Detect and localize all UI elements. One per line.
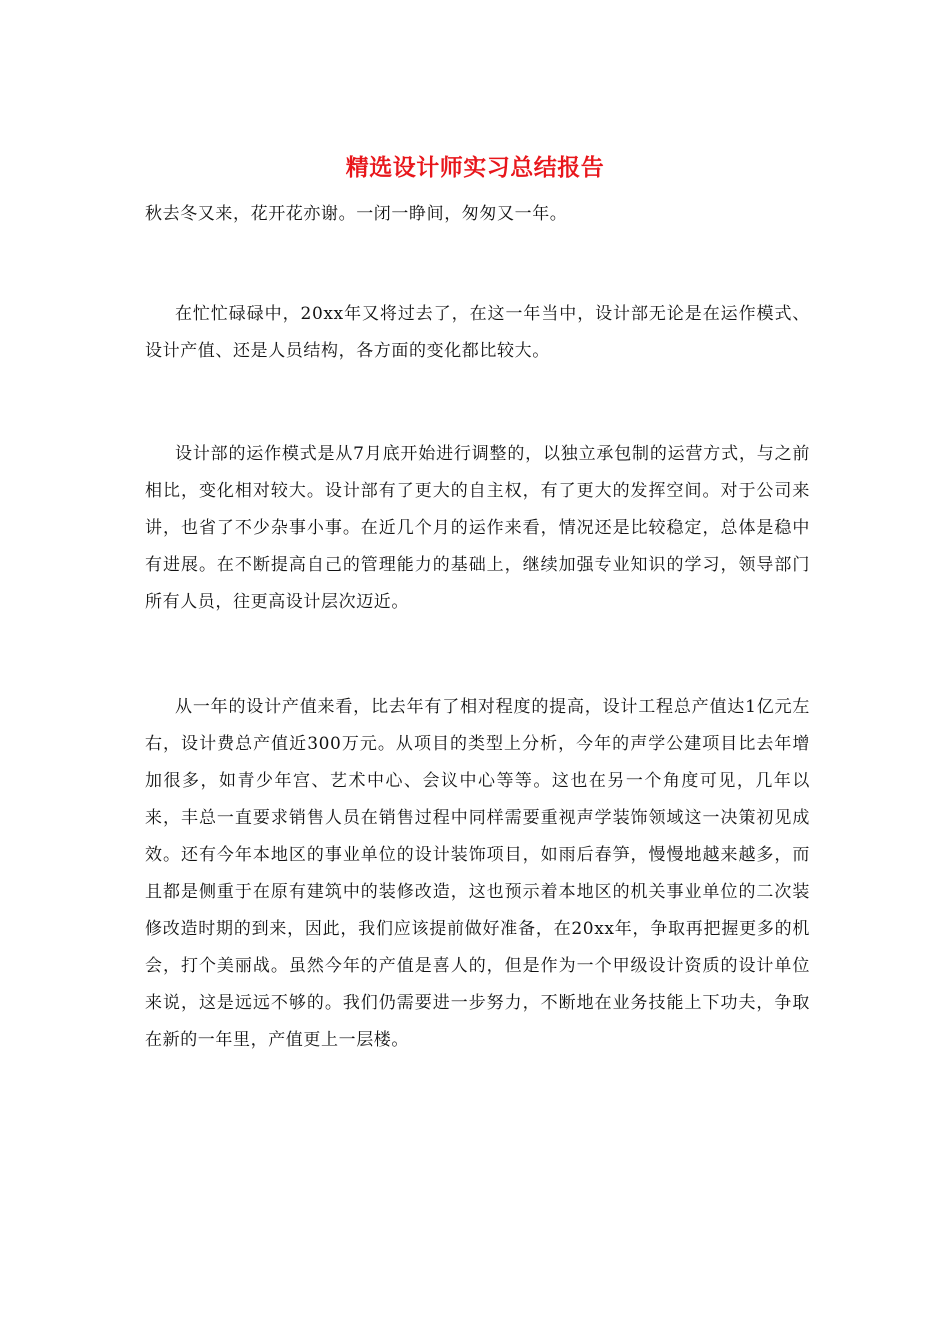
paragraph-2: 设计部的运作模式是从7月底开始进行调整的，以独立承包制的运营方式，与之前相比，变化相对较大。设计部有了更大的自主权，有了更大的发挥空间。对于公司来讲，也省了不少杂事小事。在近几个月的运作来看，情况还是比较稳定，总体是稳中有进展。在不断提高自己的管理能力的基础上，继续加强专业知识的学习，领导部门所有人员，往更高设计层次迈近。 — [145, 444, 810, 612]
paragraph-3: 从一年的设计产值来看，比去年有了相对程度的提高，设计工程总产值达1亿元左右，设计费总产值近300万元。从项目的类型上分析，今年的声学公建项目比去年增加很多，如青少年宫、艺术中心、会议中心等等。这也在另一个角度可见，几年以来，丰总一直要求销售人员在销售过程中同样需要重视声学装饰领域这一决策初见成效。还有今年本地区的事业单位的设计装饰项目，如雨后春笋，慢慢地越来越多，而且都是侧重于在原有建筑中的装修改造，这也预示着本地区的机关事业单位的二次装修改造时期的到来，因此，我们应该提前做好准备，在20xx年，争取再把握更多的机会，打个美丽战。虽然今年的产值是喜人的，但是作为一个甲级设计资质的设计单位来说，这是远远不够的。我们仍需要进一步努力，不断地在业务技能上下功夫，争取在新的一年里，产值更上一层楼。 — [145, 697, 810, 1050]
document-title: 精选设计师实习总结报告 — [345, 154, 605, 181]
intro-line: 秋去冬又来，花开花亦谢。一闭一睁间，匆匆又一年。 — [145, 204, 568, 224]
paragraph-1: 在忙忙碌碌中，20xx年又将过去了，在这一年当中，设计部无论是在运作模式、设计产值、还是人员结构，各方面的变化都比较大。 — [145, 304, 810, 361]
